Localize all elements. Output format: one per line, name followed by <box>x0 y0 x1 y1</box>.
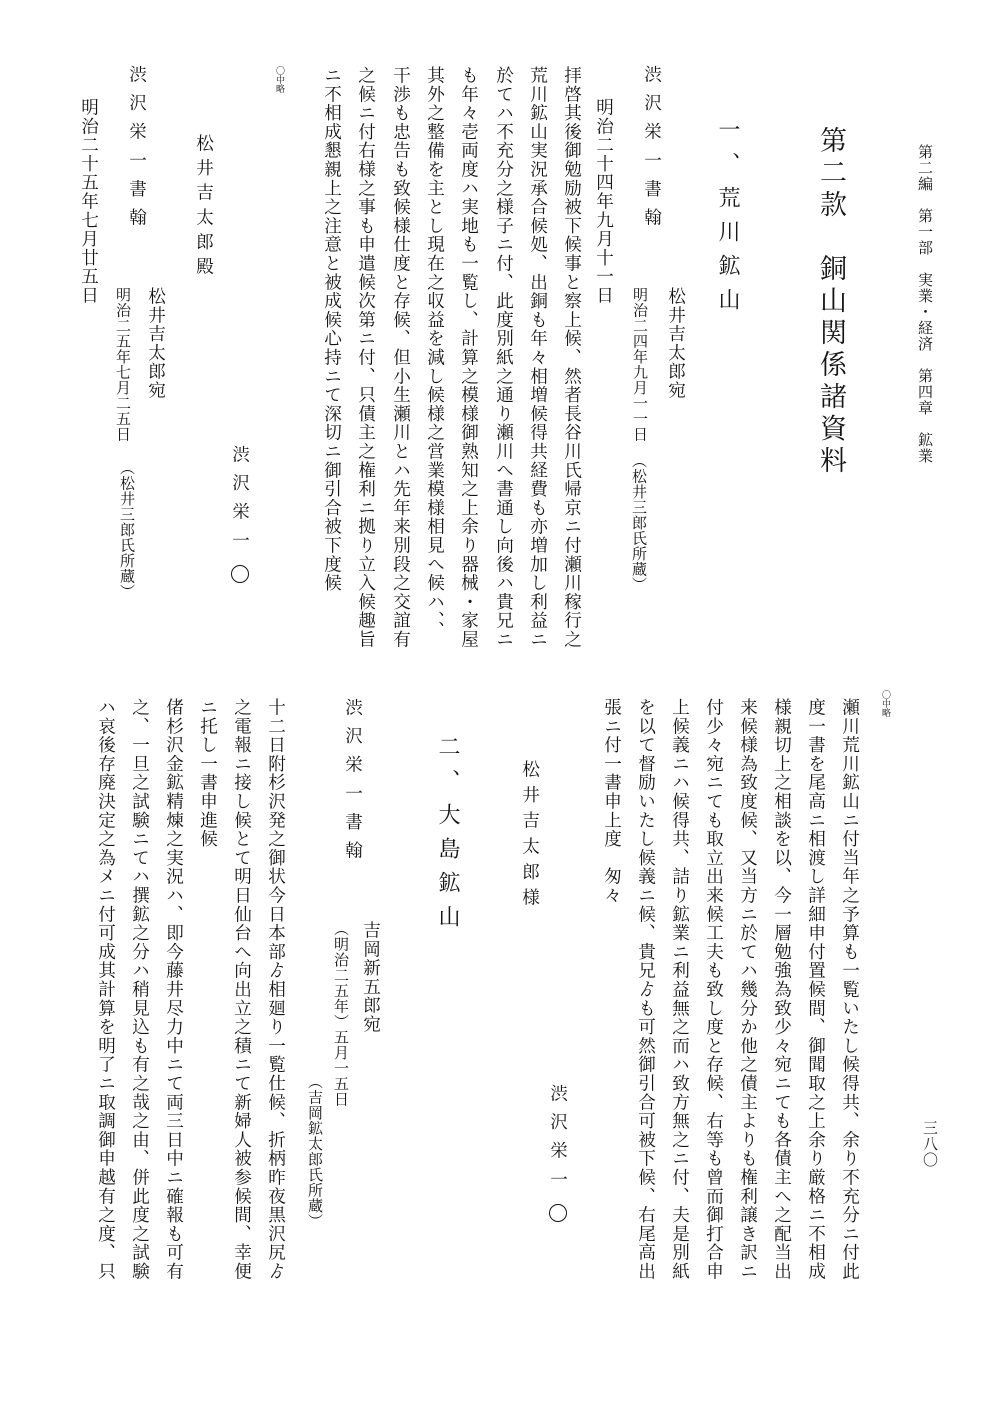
letter-line: も年々壱両度ハ実地も一覧し、計算之模様御熟知之上余り器械・家屋 <box>458 66 479 649</box>
letter-line: ハ哀後存廃決定之為メニ付可成其計算を明了ニ取調御申越有之度、只 <box>95 698 116 1281</box>
letter-line: 張ニ付一書申上度 匆々 <box>601 698 622 905</box>
letter-line: 之電報ニ接し候とて明日仙台へ向出立之積ニて新婦人被参候間、幸便 <box>231 698 252 1281</box>
letter-line: 拝啓其後御勉励被下候事と察上候、然者長谷川氏帰京ニ付瀬川稼行之 <box>561 66 582 649</box>
letter-label: 渋沢栄一書翰 <box>342 698 363 870</box>
letter-line: 其外之整備を主とし現在之収益を減し候様之営業模様相見へ候ハ、、 <box>424 66 445 640</box>
sender-name: 渋沢栄一 <box>229 445 250 560</box>
letter-date-note: 明治二五年七月二五日 <box>114 287 132 442</box>
section-heading-oshima: 二、大島鉱山 <box>435 735 460 939</box>
letter-line: ニ托し一書申進候 <box>197 698 218 849</box>
letter-line: を以て督励いたし候義ニ候、貴兄ゟも可然御引合可被下候、右尾高出 <box>635 698 656 1281</box>
letter-line: 来候様為致度候、又当方ニ於てハ幾分か他之債主よりも権利譲き訳ニ <box>737 698 758 1281</box>
recipient-name: 松井吉太郎様 <box>519 760 540 914</box>
letter-addressee: 吉岡新五郎宛 <box>360 921 381 1034</box>
letter-line: 之、一旦之試験ニてハ撰鉱之分ハ稍見込も有之哉之由、併此度之試験 <box>129 698 150 1281</box>
sender-name: 渋沢栄一 <box>547 1084 568 1199</box>
page-title: 第二款 銅山関係諸資料 <box>815 126 846 478</box>
omission-mark: 〇中略 <box>274 66 284 93</box>
running-header: 第二編 第一部 実業・経済 第四章 鉱業 <box>916 144 934 464</box>
letter-source: （松井三郎氏所蔵） <box>118 460 136 600</box>
letter-line: 之候ニ付右様之事も申遣候次第ニ付、只債主之権利ニ拠り立入候趣旨 <box>355 66 376 649</box>
letter-addressee: 松井吉太郎宛 <box>665 287 686 400</box>
recipient-name: 松井吉太郎殿 <box>193 134 214 282</box>
seal-icon <box>231 565 249 583</box>
letter-date: 明治二十五年七月廿五日 <box>78 98 99 305</box>
sender-signature <box>548 1084 567 1222</box>
letter-label: 渋沢栄一書翰 <box>641 65 662 237</box>
letter-date-note: （明治二五年）五月一五日 <box>332 921 350 1107</box>
letter-line: 様親切上之相談を以、今一層勉強為致少々宛ニても各債主へ之配当出 <box>771 698 792 1281</box>
letter-line: 十二日附杉沢発之御状今日本部ゟ相廻り一覧仕候、折柄昨夜黒沢尻ゟ <box>265 698 286 1281</box>
letter-line: 度一書を尾高ニ相渡し詳細申付置候間、御聞取之上余り厳格ニ不相成 <box>805 698 826 1281</box>
letter-source: （松井三郎氏所蔵） <box>630 453 648 593</box>
omission-mark: 〇中略 <box>880 690 890 717</box>
letter-source: （吉岡鉱太郎氏所蔵） <box>306 1074 324 1229</box>
letter-date: 明治二十四年九月十一日 <box>593 98 614 305</box>
letter-addressee: 松井吉太郎宛 <box>145 287 166 400</box>
letter-line: 干渉も忠告も致候様仕度と存候、但小生瀬川とハ先年来別段之交誼有 <box>390 66 411 649</box>
letter-line: 荒川鉱山実況承合候処、出銅も年々相増候得共経費も亦増加し利益ニ <box>527 66 548 649</box>
letter-line: 偖杉沢金鉱精煉之実況ハ、即今藤井尽力中ニて両三日中ニ確報も可有 <box>163 698 184 1281</box>
letter-label: 渋沢栄一書翰 <box>126 65 147 237</box>
page-number: 三八〇 <box>921 1120 939 1168</box>
letter-line: 瀬川荒川鉱山ニ付当年之予算も一覧いたし候得共、余り不充分ニ付此 <box>839 698 860 1281</box>
section-heading-arakawa: 一、荒川鉱山 <box>715 118 740 322</box>
letter-line: 付少々宛ニても取立出来候工夫も致し度と存候、右等も曾而御打合申 <box>703 698 724 1281</box>
letter-line: 於てハ不充分之様子ニ付、此度別紙之通り瀬川へ書通し向後ハ貴兄ニ <box>493 66 514 649</box>
letter-line: ニ不相成懇親上之注意と被成候心持ニて深切ニ御引合被下度候 <box>321 66 342 593</box>
seal-icon <box>549 1204 567 1222</box>
letter-date-note: 明治二四年九月一一日 <box>631 287 649 442</box>
letter-line: 上候義ニハ候得共、詰り鉱業ニ利益無之而ハ致方無之ニ付、夫是別紙 <box>669 698 690 1281</box>
sender-signature <box>230 445 249 583</box>
